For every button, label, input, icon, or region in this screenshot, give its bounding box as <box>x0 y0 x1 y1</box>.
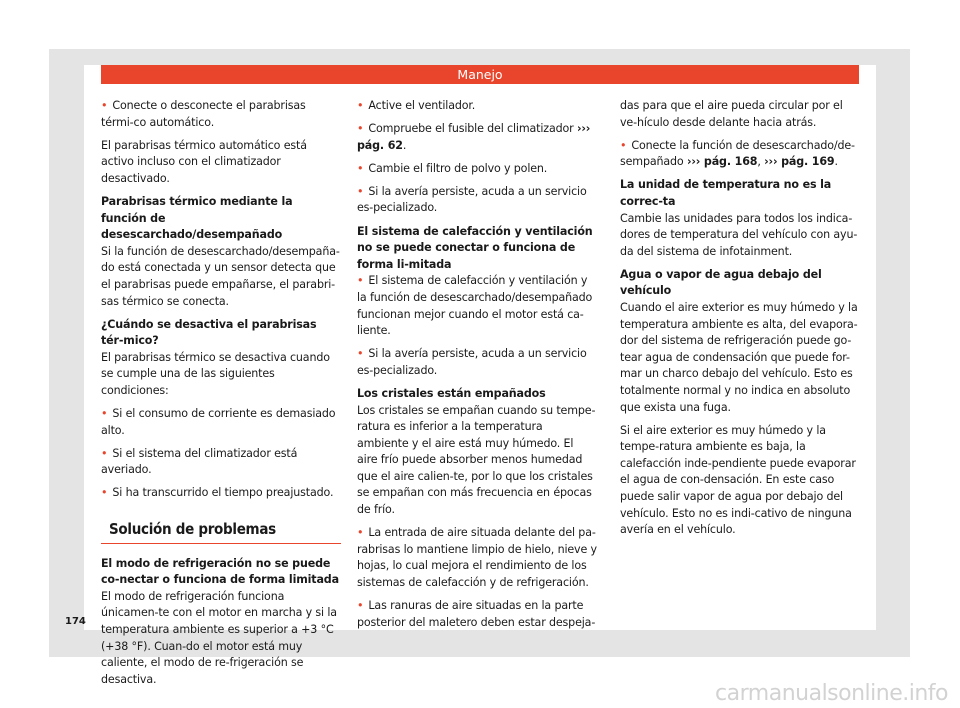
subheading: El modo de refrigeración no se puede co-nectar o funciona de forma limitada <box>101 556 339 587</box>
list-item: • Si la avería persiste, acuda a un servicio es-pecializado. <box>357 184 597 217</box>
list-item: • Si el consumo de corriente es demasiado alto. <box>101 406 341 439</box>
list-item: • El sistema de calefacción y ventilación y la función de desescarchado/desempañado funcionan mejor cuando el motor está ca-liente. <box>357 273 597 339</box>
page-reference-link[interactable]: ››› pág. 62 <box>357 122 591 152</box>
paragraph: Si el aire exterior es muy húmedo y la tempe-ratura ambiente es baja, la calefacción inde-pendiente puede evaporar el agua de con-densación. En este caso puede salir vapor de agua por debajo del vehículo. Esto no es indi-cativo de ninguna avería en el vehículo. <box>620 423 856 537</box>
list-item: • Conecte o desconecte el parabrisas térmi-co automático. <box>101 98 341 131</box>
page-reference-link[interactable]: ››› pág. 168 <box>686 155 758 169</box>
list-item: • La entrada de aire situada delante del pa-rabrisas lo mantiene limpio de hielo, nieve y hojas, lo cual mejora el rendimiento de los sistemas de calefacción y de refrigeración. <box>357 525 597 591</box>
list-item: • Conecte la función de desescarchado/de-sempañado ››› pág. 168, ››› pág. 169. <box>620 138 860 171</box>
column-3 <box>620 98 860 545</box>
list-item-text: Compruebe el fusible del climatizador <box>368 122 574 136</box>
list-item: • Si el sistema del climatizador está averiado. <box>101 446 341 479</box>
paragraph: das para que el aire pueda circular por el ve-hículo desde delante hacia atrás. <box>620 99 843 129</box>
header-bar: Manejo <box>101 65 859 84</box>
subheading: La unidad de temperatura no es la correc-ta <box>620 178 832 208</box>
subheading: El sistema de calefacción y ventilación no se puede conectar o funciona de forma li-mitada <box>357 224 593 271</box>
list-item: • Las ranuras de aire situadas en la parte posterior del maletero deben estar despeja- <box>357 598 597 631</box>
page-number: 174 <box>65 616 86 627</box>
subheading: Parabrisas térmico mediante la función de desescarchado/desempañado <box>101 194 293 242</box>
list-item: • Cambie el filtro de polvo y polen. <box>357 161 597 178</box>
page-reference-link[interactable]: ››› pág. 169 <box>764 155 835 169</box>
list-item-text: Conecte la función de desescarchado/de-sempañado <box>620 138 855 169</box>
paragraph: El parabrisas térmico se desactiva cuando se cumple una de las siguientes condiciones: <box>101 350 330 397</box>
column-1 <box>101 98 341 695</box>
paragraph: Los cristales se empañan cuando su tempe-ratura es inferior a la temperatura ambiente y el aire está muy húmedo. El aire frío puede absorber menos humedad que el aire calien-te, por lo que los cristales se empañan con más frecuencia en épocas de frío. <box>357 403 596 517</box>
subheading: Los cristales están empañados <box>357 386 546 400</box>
section-title: Solución de problemas <box>101 521 341 544</box>
paragraph: El parabrisas térmico automático está activo incluso con el climatizador desactivado. <box>101 138 307 185</box>
paragraph: Si la función de desescarchado/desempaña-do está conectada y un sensor detecta que el parabrisas puede empañarse, el parabri-sas térmico se conecta. <box>101 244 340 308</box>
watermark: carmanualsonline.info <box>715 681 948 706</box>
list-item: • Si ha transcurrido el tiempo preajustado. <box>101 485 341 502</box>
paragraph: Cuando el aire exterior es muy húmedo y la temperatura ambiente es alta, del evapora-dor del sistema de refrigeración puede go-tear agua de condensación que puede for-mar un charco debajo del vehículo. Esto es totalmente normal y no indica en absoluto que exista una fuga. <box>620 301 858 414</box>
paragraph: El modo de refrigeración funciona únicamen-te con el motor en marcha y si la temperatura ambiente es superior a +3 °C (+38 °F). Cuan-do el motor está muy caliente, el modo de re-frigeración se desactiva. <box>101 589 337 686</box>
subheading: ¿Cuándo se desactiva el parabrisas tér-mico? <box>101 317 317 348</box>
list-item: • Active el ventilador. <box>357 98 597 115</box>
column-2 <box>357 98 597 638</box>
list-item: • Compruebe el fusible del climatizador ››› pág. 62. <box>357 121 597 154</box>
paragraph: Cambie las unidades para todos los indica-dores de temperatura del vehículo con ayu-da del sistema de infotainment. <box>620 211 858 258</box>
subheading: Agua o vapor de agua debajo del vehículo <box>620 267 822 298</box>
list-item: • Si la avería persiste, acuda a un servicio es-pecializado. <box>357 346 597 379</box>
